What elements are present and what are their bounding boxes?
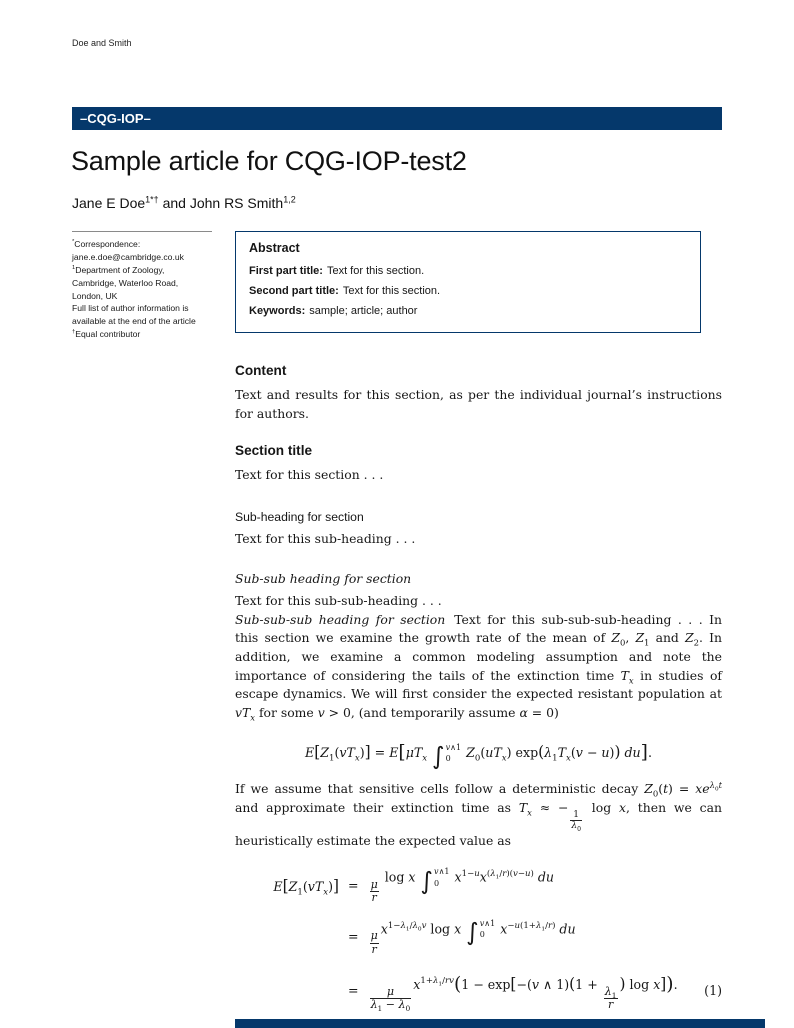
section-heading-section-title: Section title <box>235 442 313 458</box>
abstract-item-text: sample; article; author <box>309 304 418 317</box>
content-paragraph: Text and results for this section, as per the individual journal’s instructions for authors. <box>235 387 722 421</box>
journal-banner-label: –CQG-IOP– <box>80 111 151 126</box>
equation-number: (1) <box>704 982 722 998</box>
journal-banner <box>72 107 722 130</box>
equation-row-1 <box>235 860 722 912</box>
subsubsub-heading: Sub-sub-sub heading for section <box>235 611 446 627</box>
article-body <box>235 361 722 1019</box>
section-heading-content: Content <box>235 363 287 378</box>
running-head: Doe and Smith <box>72 38 132 48</box>
equation-rhs: $\frac{\mu}{\lambda_1 - \lambda_0}$ $x^{1+\lambda_1/rv}(1 - \exp[-(v$ ∧ 1)(1 + $\frac{\lambda_1}{r}$ ) log x]). <box>370 973 678 1014</box>
subsubsub-text: Text for this sub-sub-sub-heading . . . In this section we examine the growth rate of the mean of $Z_0$, $Z_1$ and $Z_2$. In addition, we examine a common modeling assumption and note the importance of considering the tails of the extinction time $T_x$ in studies of escape dynamics. We will first consider the expected resistant population at $vT_x$ for some v > 0, (and temporarily assume α = 0) <box>235 611 722 723</box>
equation-lhs: $E[Z_1(vT_x)]$ <box>273 876 339 898</box>
equation-number <box>703 860 722 912</box>
subsubsub-paragraph <box>235 611 722 723</box>
correspondence-text: *Correspondence: jane.e.doe@cambridge.co.uk $^1$Department of Zoology, Cambridge, Waterloo Road, London, UK Full list of author information is available at the end of the article †Equal contributor <box>72 239 196 340</box>
equation-rhs: $\frac{\mu}{r}$ $x^{1-\lambda_1/\lambda_0v}$ log x ∫ v∧1 0 $x^{-u(1+\lambda_1/r)}$ du <box>370 918 576 956</box>
subsection-paragraph: Text for this sub-heading . . . <box>235 530 416 546</box>
abstract-item-label: Second part title: <box>249 284 339 297</box>
aligned-equation-block <box>235 860 722 1019</box>
abstract-item-label: First part title: <box>249 265 323 277</box>
equation-row-3 <box>235 964 722 1019</box>
abstract-heading: Abstract <box>249 241 300 255</box>
article-title: Sample article for CQG-IOP-test2 <box>71 146 467 176</box>
abstract-item-text: Text for this section. <box>326 265 425 277</box>
abstract-item-text: Text for this section. <box>342 284 441 297</box>
equation-relation: = <box>348 929 359 945</box>
equation-row-2 <box>235 912 722 964</box>
correspondence-block <box>72 231 212 341</box>
equation-lhs <box>235 964 339 1019</box>
abstract-box <box>235 231 701 333</box>
subsection-heading: Sub-heading for section <box>235 509 364 524</box>
display-equation: $E[Z_1(vT_x)] = E[\mu T_x$ ∫ v∧1 0 $Z_0(uT_x) \exp(\lambda_1T_x(v - u))$ du]. <box>305 742 652 771</box>
subsubsection-heading: Sub-sub heading for section <box>235 570 412 586</box>
equation-lhs <box>235 912 339 964</box>
between-equations-paragraph: If we assume that sensitive cells follow a deterministic decay $Z_0(t) = xe^{\lambda_0t}$ and approximate their extinction time as $T_x$ ≈ − $\frac{1}{\lambda_0}$ log x, then we can heuristically estimate the expected value as <box>235 780 722 848</box>
equation-rhs: $\frac{\mu}{r}$ log x ∫ v∧1 0 $x^{1-u}x^{(\lambda_1/r)(v-u)}$ du <box>370 866 555 905</box>
abstract-item <box>249 282 687 302</box>
equation-number <box>703 912 722 964</box>
subsubsection-paragraph: Text for this sub-sub-heading . . . <box>235 593 442 609</box>
footer-bar <box>235 1019 765 1028</box>
abstract-item <box>249 302 687 322</box>
abstract-item-label: Keywords: <box>249 304 306 317</box>
equation-relation: = <box>348 877 359 893</box>
authors-line: Jane E Doe$^{1*\dagger}$ and John RS Smith$^{1,2}$ <box>72 194 296 211</box>
abstract-item <box>249 262 687 282</box>
equation-relation: = <box>348 982 359 998</box>
section-paragraph: Text for this section . . . <box>235 467 384 482</box>
